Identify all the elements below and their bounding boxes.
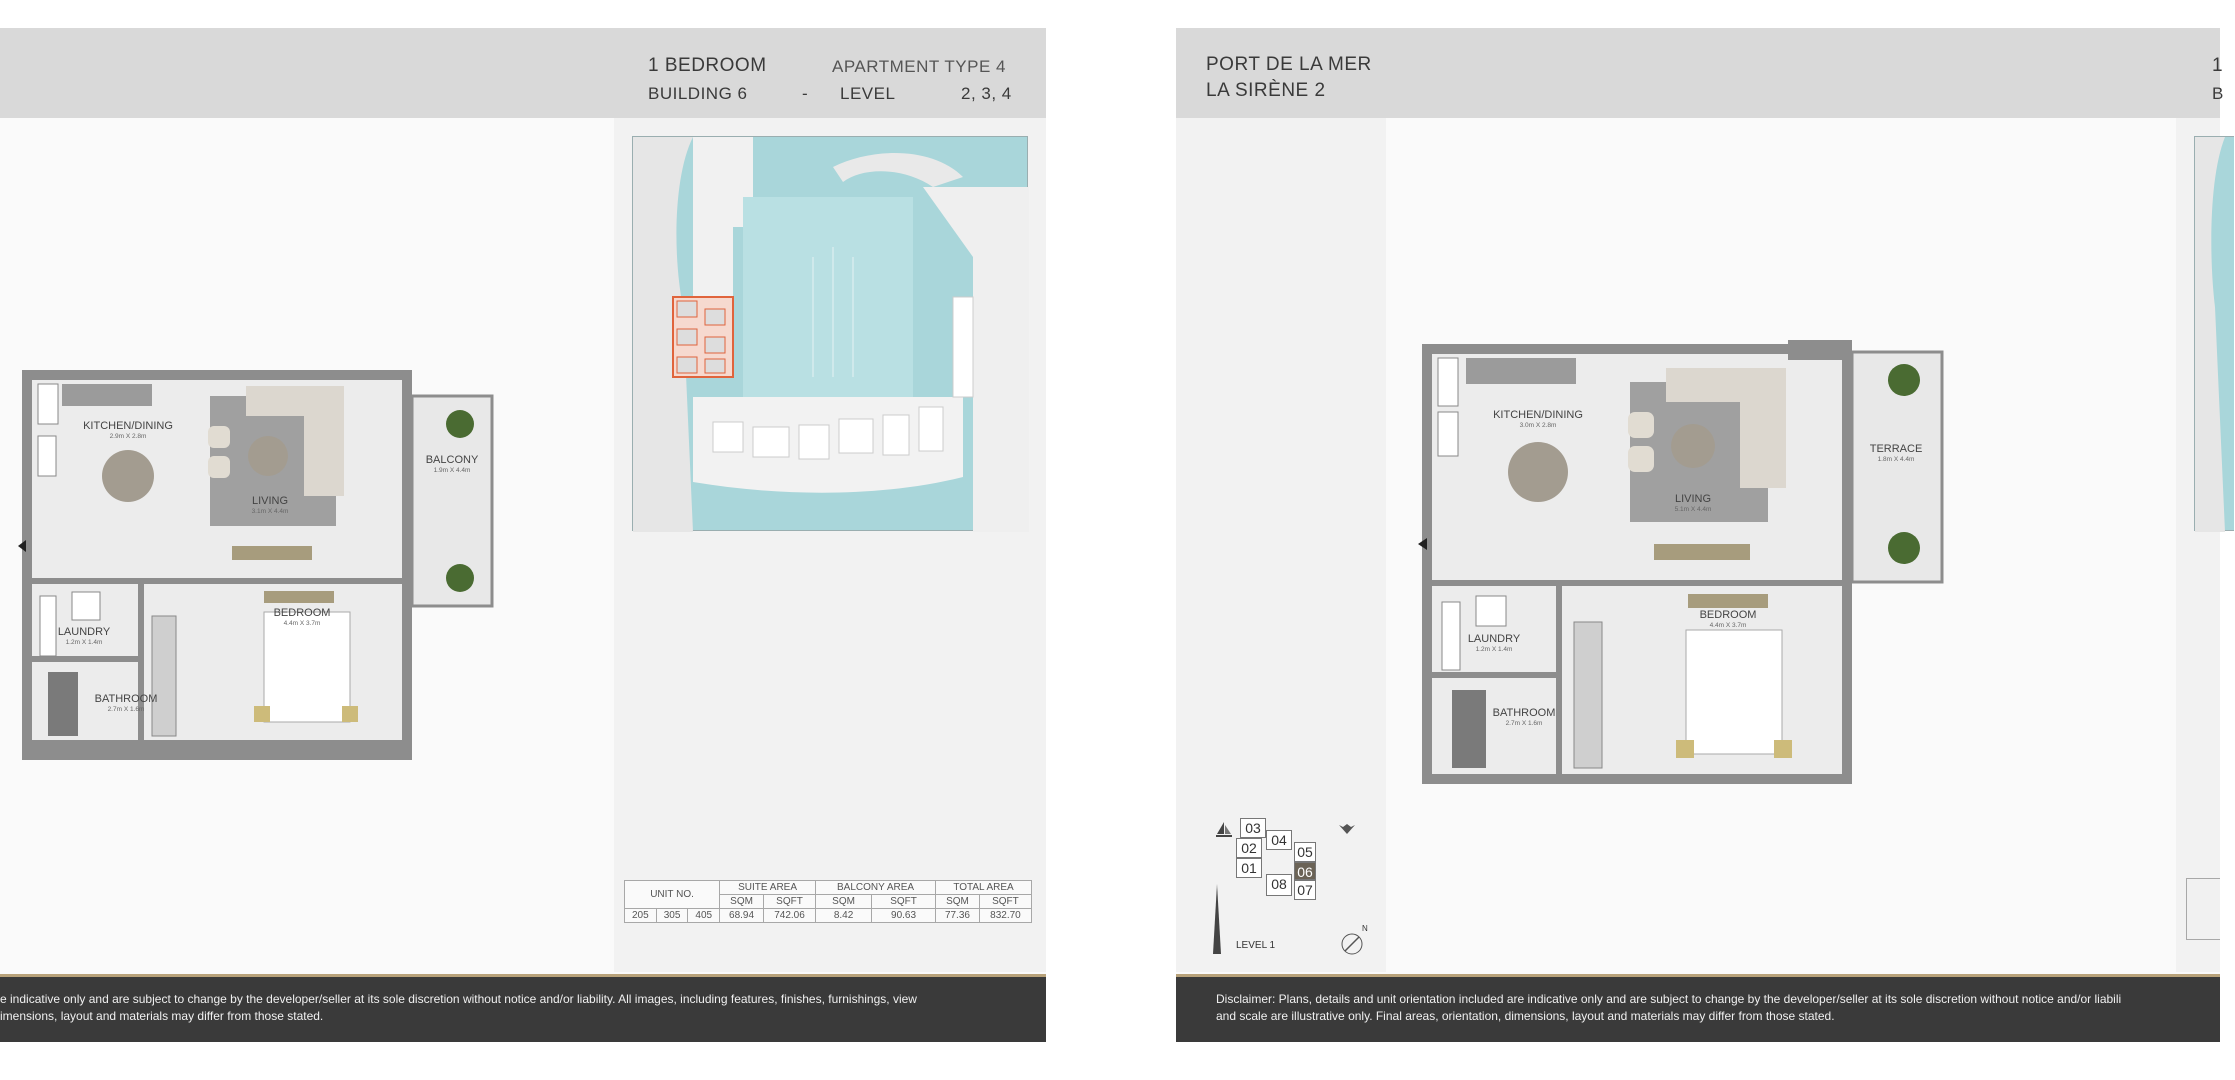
balcony-sqft: 90.63 — [872, 909, 936, 923]
disclaimer-line-1: e indicative only and are subject to change by the developer/seller at its sole discretion without notice and/or liability. All images, including features, finishes, furnishings, view — [0, 992, 917, 1006]
terrace-dimensions: 1.8m X 4.4m — [1877, 456, 1915, 463]
unit-no-header: UNIT NO. — [625, 881, 720, 909]
living-label: LIVING — [1674, 493, 1712, 505]
disclaimer-text — [0, 991, 917, 1025]
level-label: LEVEL — [840, 84, 896, 103]
sailboat-icon — [1214, 820, 1234, 840]
unit-number: 405 — [688, 909, 720, 923]
north-label: N — [1362, 924, 1368, 933]
building-name: LA SIRÈNE 2 — [1206, 80, 1326, 101]
bedroom-count: 1 BEDROOM — [648, 55, 767, 76]
suite-sqm: 68.94 — [720, 909, 764, 923]
sqft-header: SQFT — [979, 895, 1031, 909]
total-sqm: 77.36 — [936, 909, 980, 923]
table-row — [625, 909, 1032, 923]
bedroom-dimensions: 4.4m X 3.7m — [283, 620, 321, 627]
bedroom-label: BEDROOM — [273, 607, 331, 619]
unit-cell-02: 02 — [1236, 838, 1262, 858]
unit-number: 205 — [625, 909, 657, 923]
unit-cell-01: 01 — [1236, 858, 1262, 878]
sqft-header: SQFT — [764, 895, 816, 909]
disclaimer-line-2: imensions, layout and materials may differ from those stated. — [0, 1009, 324, 1023]
laundry-dimensions: 1.2m X 1.4m — [1475, 646, 1513, 653]
sea-marker-icon — [1338, 822, 1356, 836]
disclaimer-footer — [1176, 974, 2220, 1042]
sqm-header: SQM — [720, 895, 764, 909]
apartment-floor-plan — [18, 366, 498, 766]
bathroom-dimensions: 2.7m X 1.6m — [1505, 720, 1543, 727]
laundry-dimensions: 1.2m X 1.4m — [65, 639, 103, 646]
kitchen-dining-label: KITCHEN/DINING — [83, 420, 173, 432]
kitchen-dining-dimensions: 3.0m X 2.8m — [1519, 422, 1557, 429]
bedroom-dimensions: 4.4m X 3.7m — [1709, 622, 1747, 629]
total-area-header: TOTAL AREA — [936, 881, 1032, 895]
building-number: BUILDING 6 — [648, 84, 748, 103]
unit-cell-07: 07 — [1294, 880, 1316, 900]
bathroom-label: BATHROOM — [94, 693, 158, 705]
laundry-label: LAUNDRY — [57, 626, 111, 638]
sqm-header: SQM — [936, 895, 980, 909]
balcony-sqm: 8.42 — [816, 909, 872, 923]
page-header — [1176, 28, 2224, 118]
disclaimer-text — [1216, 991, 2121, 1025]
unit-cell-04: 04 — [1266, 830, 1292, 850]
tower-icon — [1210, 884, 1224, 954]
sqm-header: SQM — [816, 895, 872, 909]
unit-area-table-cut — [2186, 878, 2220, 940]
balcony-area-header: BALCONY AREA — [816, 881, 936, 895]
unit-cell-05: 05 — [1294, 842, 1316, 862]
total-sqft: 832.70 — [979, 909, 1031, 923]
level-numbers: 2, 3, 4 — [961, 84, 1012, 103]
key-plan-map — [2194, 136, 2234, 531]
laundry-label: LAUNDRY — [1467, 633, 1521, 645]
floor-plan-page-left — [0, 28, 1046, 1042]
bathroom-dimensions: 2.7m X 1.6m — [107, 706, 145, 713]
unit-number: 305 — [656, 909, 688, 923]
suite-sqft: 742.06 — [764, 909, 816, 923]
site-map-illustration — [633, 137, 1029, 532]
disclaimer-line-1: Disclaimer: Plans, details and unit orientation included are indicative only and are subject to change by the developer/seller at its sole discretion without notice and/or liabili — [1216, 992, 2122, 1006]
key-plan-map — [632, 136, 1028, 531]
disclaimer-footer — [0, 974, 1046, 1042]
apartment-type: APARTMENT TYPE 4 — [832, 57, 1006, 76]
bedroom-label: BEDROOM — [1699, 609, 1757, 621]
site-map-illustration — [2195, 137, 2235, 532]
page-header — [0, 28, 1046, 118]
unit-cell-06-highlighted: 06 — [1294, 862, 1316, 880]
project-name: PORT DE LA MER — [1206, 54, 1372, 75]
floor-plan-page-right — [1176, 28, 2224, 1042]
level-key-diagram — [1206, 818, 1366, 998]
sqft-header: SQFT — [872, 895, 936, 909]
living-dimensions: 5.1m X 4.4m — [1674, 506, 1712, 513]
terrace-label: TERRACE — [1869, 443, 1923, 455]
living-label: LIVING — [251, 495, 289, 507]
header-separator: - — [802, 84, 809, 103]
building-number-cut: B — [2212, 84, 2224, 103]
suite-area-header: SUITE AREA — [720, 881, 816, 895]
unit-cell-03: 03 — [1240, 818, 1266, 838]
balcony-dimensions: 1.9m X 4.4m — [433, 467, 471, 474]
apartment-floor-plan — [1418, 312, 1948, 792]
unit-cell-08: 08 — [1266, 874, 1292, 896]
level-caption: LEVEL 1 — [1236, 940, 1276, 951]
unit-area-table — [624, 880, 1032, 923]
bedroom-count-cut: 1 — [2212, 55, 2224, 76]
disclaimer-line-2: and scale are illustrative only. Final areas, orientation, dimensions, layout and materials may differ from those stated. — [1216, 1009, 1835, 1023]
bathroom-label: BATHROOM — [1492, 707, 1556, 719]
kitchen-dining-dimensions: 2.9m X 2.8m — [109, 433, 147, 440]
kitchen-dining-label: KITCHEN/DINING — [1493, 409, 1583, 421]
living-dimensions: 3.1m X 4.4m — [251, 508, 289, 515]
balcony-label: BALCONY — [425, 454, 479, 466]
